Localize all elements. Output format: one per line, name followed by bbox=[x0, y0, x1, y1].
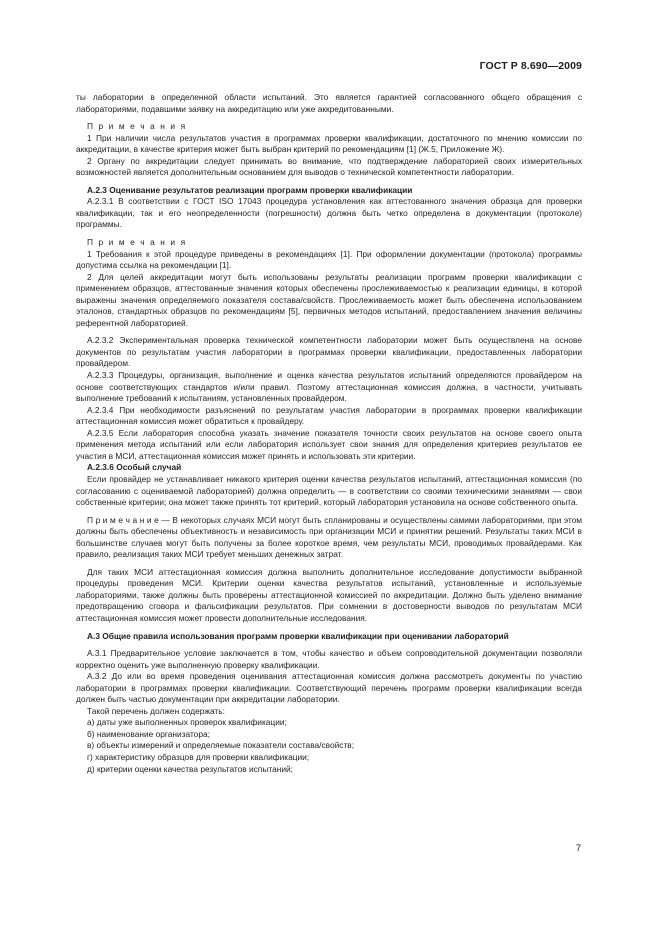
paragraph: А.2.3.3 Процедуры, организация, выполнение и оценка качества результатов испытаний определяются провайдером на основе соответствующих стандартов и/или правил. Поэтому аттестационная комиссия должна, в частности, учитывать выполнение требований к испытаниям, установленных провайдером. bbox=[76, 370, 582, 404]
paragraph: А.2.3.4 При необходимости разъяснений по результатам участия лаборатории в программах проверки квалификации аттестационная комиссия может обратиться к провайдеру. bbox=[76, 404, 582, 427]
paragraph: А.3.1 Предварительное условие заключается в том, чтобы качество и объем сопроводительной документации позволяли корректно оценить уже выполненную проверку квалификации. bbox=[76, 648, 582, 670]
paragraph: ты лаборатории в определенной области испытаний. Это является гарантией согласованного общего обращения с лабораториями, подавшими заявку на аккредитацию или уже аккредитованными. bbox=[76, 92, 582, 114]
list-item: в) объекты измерений и определяемые показатели состава/свойств; bbox=[87, 740, 355, 751]
note-item: 1 Требования к этой процедуре приведены в рекомендациях [1]. При оформлении документации (протокола) программы допустима ссылка на рекомендации [1]. bbox=[76, 248, 582, 271]
list-item: а) даты уже выполненных проверок квалификации; bbox=[87, 717, 287, 728]
list-item: г) характеристику образцов для проверки квалификации; bbox=[87, 751, 310, 762]
subsection-heading-a-2-3-6: А.2.3.6 Особый случай bbox=[87, 462, 182, 473]
notes-heading: П р и м е ч а н и я bbox=[87, 121, 187, 132]
note-item: 2 Органу по аккредитации следует принимать во внимание, что подтверждение лабораторией своих измерительных возможностей является дополнительным основанием для выводов о технической компетентности лаборатории. bbox=[76, 155, 582, 178]
note-item: 2 Для целей аккредитации могут быть использованы результаты реализации программ проверки квалификации с применением образцов, аттестованные значения которых обеспечены прослеживаемостью к реализации единицы, в которой выражены значения определяемого показателя состава/свойств. Прослеживаемость может быть обеспечена использованием эталонов, стандартных образцов по рекомендациям [5], первичных методов испытаний, предоставлением значения величины референтной лабораторией. bbox=[76, 271, 582, 328]
standard-designation: ГОСТ Р 8.690—2009 bbox=[479, 60, 582, 72]
note-item: 1 При наличии числа результатов участия в программах проверки квалификации, достаточного по мнению комиссии по аккредитации, в качестве критерия может быть выбран критерий по рекомендациям [1] (Ж.5, Приложение Ж). bbox=[76, 132, 582, 155]
notes-heading: П р и м е ч а н и я bbox=[87, 237, 187, 248]
paragraph: А.2.3.1 В соответствии с ГОСТ ISO 17043 процедура установления как аттестованного значения образца для проверки квалификации, так и его неопределенности (погрешности) должна быть четко определена в документации (протоколе) программы. bbox=[76, 196, 582, 230]
list-intro: Такой перечень должен содержать: bbox=[87, 705, 225, 716]
list-item: д) критерии оценки качества результатов испытаний; bbox=[87, 763, 293, 774]
paragraph: Если провайдер не устанавливает никакого критерия оценки качества результатов испытаний, аттестационная комиссия (по согласованию с оцениваемой лабораторией) должна определить — в соответствии со своими техническими знаниями — свои собственные критерии; она может также принять тот критерий, который лаборатория установила на основе собственного опыта. bbox=[76, 473, 582, 508]
page-number: 7 bbox=[576, 843, 582, 853]
section-heading-a-3: А.3 Общие правила использования программ проверки квалификации при оценивании лабораторий bbox=[87, 630, 509, 641]
paragraph: А.2.3.5 Если лаборатория способна указать значение показателя точности своих результатов на основе своего опыта применения метода испытаний или если лаборатория использует свои знания для определения критериев результатов ее участия в МСИ, аттестационная комиссия может принять и использовать эти критерии. bbox=[76, 427, 582, 461]
note-paragraph: П р и м е ч а н и е — В некоторых случаях МСИ могут быть спланированы и осуществлены самими лабораториями, при этом должны быть обеспечены объективность и независимость при организации МСИ и принятии решений. Результаты таких МСИ в большинстве случаев могут быть получены за более короткое время, чем результаты МСИ, проводимых провайдерами. Как правило, реализация таких МСИ требует меньших денежных затрат. bbox=[76, 514, 582, 560]
paragraph: А.3.2 До или во время проведения оценивания аттестационная комиссия должна рассмотреть документы по участию лаборатории в программах проверки квалификации. Соответствующий перечень программ проверки квалификации всегда должен быть частью документации при аккредитации лаборатории. bbox=[76, 671, 582, 705]
list-item: б) наименование организатора; bbox=[87, 728, 210, 739]
paragraph: Для таких МСИ аттестационная комиссия должна выполнить дополнительное исследование допустимости выбранной процедуры проведения МСИ. Критерии оценки качества результатов испытаний, установленные и используемые лабораториями, также должны быть проверены аттестационной комиссией по аккредитации. Должно быть уделено внимание предотвращению сговора и фальсификации результатов. При сомнении в достоверности выводов по результатам МСИ аттестационная комиссия может провести дополнительные исследования. bbox=[76, 566, 582, 623]
paragraph: А.2.3.2 Экспериментальная проверка технической компетентности лаборатории может быть осуществлена на основе документов по результатам участия лаборатории в программах проверки квалификации, предоставленных лаборатории провайдером. bbox=[76, 335, 582, 369]
section-heading-a-2-3: А.2.3 Оценивание результатов реализации программ проверки квалификации bbox=[87, 184, 413, 195]
page-body bbox=[76, 92, 582, 775]
